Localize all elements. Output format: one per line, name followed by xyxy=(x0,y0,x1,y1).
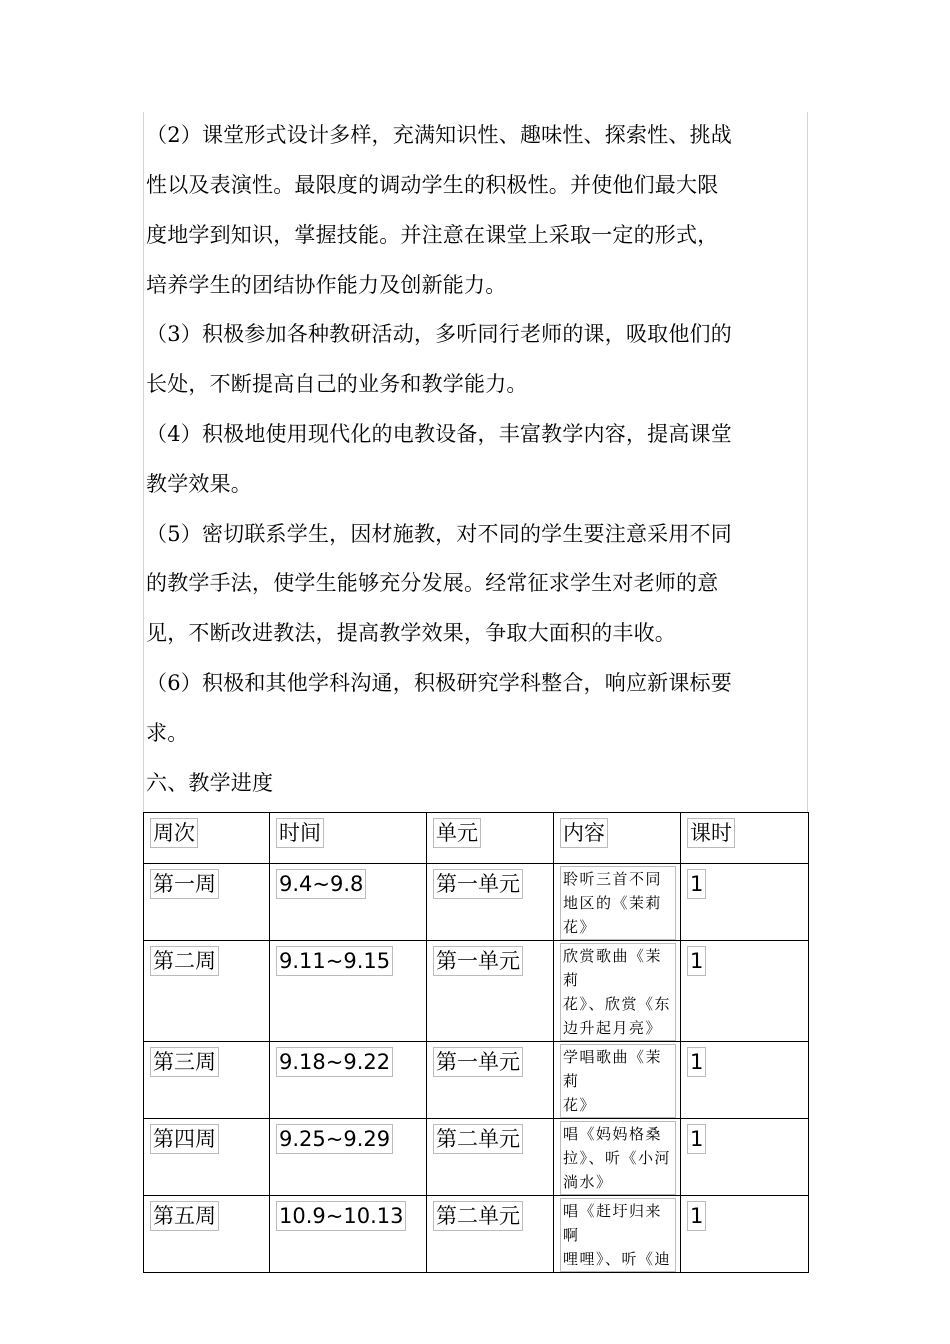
time-cell: 10.9~10.13 xyxy=(276,1201,406,1231)
table-row xyxy=(144,1119,809,1196)
content-line: 学唱歌曲《茉莉 xyxy=(563,1048,663,1090)
paragraph-line: 求。 xyxy=(146,721,189,745)
text-frame xyxy=(143,112,808,812)
unit-cell: 第二单元 xyxy=(433,1201,523,1231)
week-cell: 第一周 xyxy=(150,869,219,899)
hours-cell: 1 xyxy=(687,1124,706,1154)
unit-cell: 第一单元 xyxy=(433,869,523,899)
paragraph-line: 性以及表演性。最限度的调动学生的积极性。并使他们最大限 xyxy=(146,173,719,197)
header-content: 内容 xyxy=(560,818,608,848)
content-line: 花》 xyxy=(563,1096,597,1114)
schedule-table xyxy=(143,812,809,1273)
paragraph-line: 培养学生的团结协作能力及创新能力。 xyxy=(146,273,507,297)
hours-cell: 1 xyxy=(687,1047,706,1077)
unit-cell: 第二单元 xyxy=(433,1124,523,1154)
paragraph-line: （5）密切联系学生，因材施教，对不同的学生要注意采用不同 xyxy=(146,522,732,546)
unit-cell: 第一单元 xyxy=(433,946,523,976)
paragraph-line: 度地学到知识，掌握技能。并注意在课堂上采取一定的形式， xyxy=(146,223,719,247)
content-line: 聆听三首不同 xyxy=(563,870,663,888)
unit-cell: 第一单元 xyxy=(433,1047,523,1077)
content-line: 拉》、听《小河 xyxy=(563,1149,672,1167)
header-cell xyxy=(270,813,427,864)
content-line: 唱《妈妈格桑 xyxy=(563,1125,663,1143)
content-line: 哩哩》、听《迪 xyxy=(563,1250,672,1268)
content-cell xyxy=(560,1198,676,1272)
week-cell: 第二周 xyxy=(150,946,219,976)
header-cell xyxy=(681,813,809,864)
time-cell: 9.25~9.29 xyxy=(276,1124,393,1154)
paragraph-line: （6）积极和其他学科沟通，积极研究学科整合，响应新课标要 xyxy=(146,671,732,695)
week-cell: 第三周 xyxy=(150,1047,219,1077)
paragraph-line: 长处，不断提高自己的业务和教学能力。 xyxy=(146,372,528,396)
header-week: 周次 xyxy=(150,818,198,848)
week-cell: 第四周 xyxy=(150,1124,219,1154)
content-line: 边升起月亮》 xyxy=(563,1019,663,1037)
header-time: 时间 xyxy=(276,818,324,848)
content-cell xyxy=(560,943,676,1041)
header-cell xyxy=(144,813,270,864)
hours-cell: 1 xyxy=(687,1201,706,1231)
content-line: 唱《赶圩归来啊 xyxy=(563,1202,663,1244)
time-cell: 9.4~9.8 xyxy=(276,869,366,899)
content-cell xyxy=(560,866,676,940)
header-unit: 单元 xyxy=(433,818,481,848)
hours-cell: 1 xyxy=(687,869,706,899)
content-cell xyxy=(560,1121,676,1195)
content-cell xyxy=(560,1044,676,1118)
time-cell: 9.11~9.15 xyxy=(276,946,393,976)
paragraph-line: （4）积极地使用现代化的电教设备，丰富教学内容，提高课堂 xyxy=(146,422,732,446)
paragraph-line: 的教学手法，使学生能够充分发展。经常征求学生对老师的意 xyxy=(146,571,719,595)
header-cell xyxy=(554,813,681,864)
header-cell xyxy=(427,813,554,864)
content-line: 花》 xyxy=(563,918,597,936)
table-row xyxy=(144,864,809,941)
hours-cell: 1 xyxy=(687,946,706,976)
table-row xyxy=(144,1042,809,1119)
header-hours: 课时 xyxy=(687,818,735,848)
table-row xyxy=(144,1196,809,1273)
paragraph-line: 教学效果。 xyxy=(146,472,252,496)
paragraph-line: （3）积极参加各种教研活动，多听同行老师的课，吸取他们的 xyxy=(146,322,732,346)
content-line: 淌水》 xyxy=(563,1173,613,1191)
table-header-row xyxy=(144,813,809,864)
paragraph-line: （2）课堂形式设计多样，充满知识性、趣味性、探索性、挑战 xyxy=(146,123,732,147)
time-cell: 9.18~9.22 xyxy=(276,1047,393,1077)
content-line: 地区的《茉莉 xyxy=(563,894,663,912)
paragraph-line: 见，不断改进教法，提高教学效果，争取大面积的丰收。 xyxy=(146,621,676,645)
content-line: 欣赏歌曲《茉莉 xyxy=(563,947,663,989)
section-heading: 六、教学进度 xyxy=(146,771,274,795)
content-line: 花》、欣赏《东 xyxy=(563,995,672,1013)
table-row xyxy=(144,941,809,1042)
week-cell: 第五周 xyxy=(150,1201,219,1231)
